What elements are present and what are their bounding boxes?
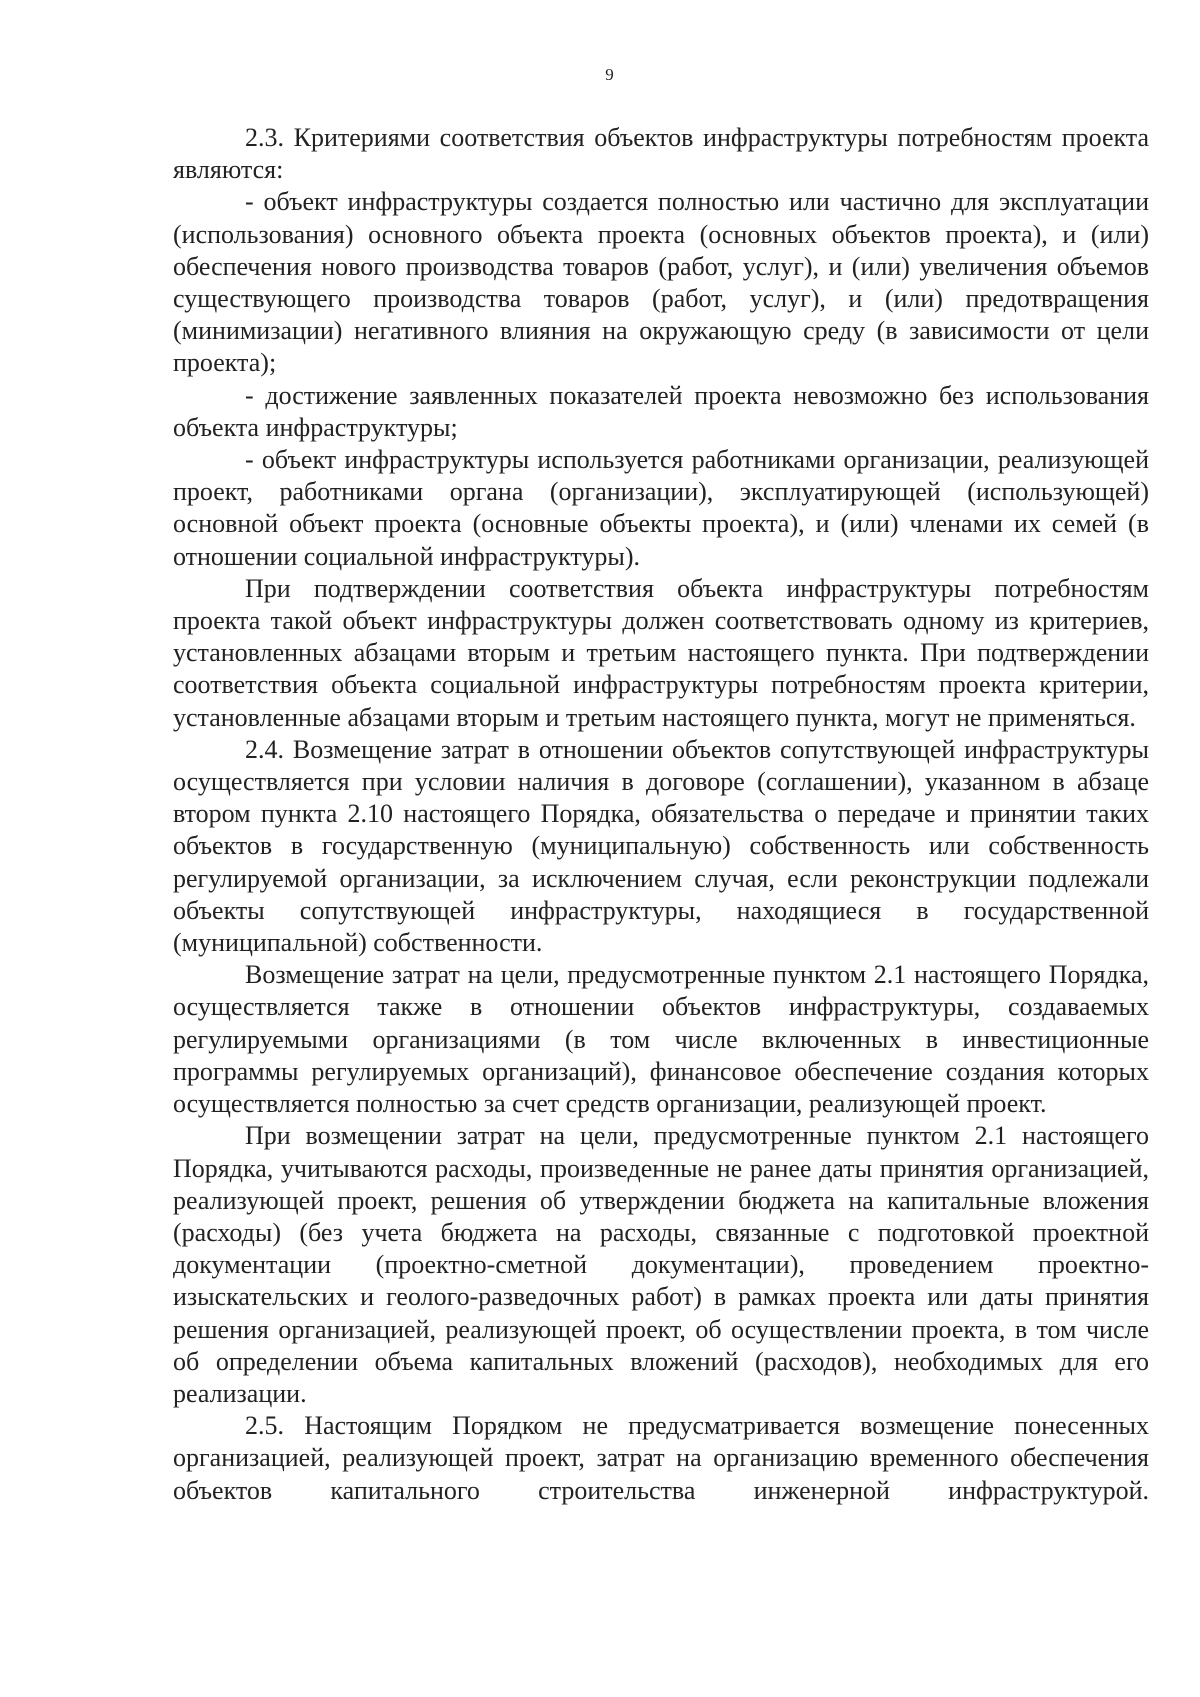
paragraph-criterion-3: - объект инфраструктуры используется работниками организации, реализующей проект, работниками органа (организации), эксплуатирующей (использующей) основной объект проекта (основные объекты проекта), и (или) членами их семей (в отношении социальной инфраструктуры). — [173, 445, 1149, 571]
paragraph-2-3-heading: 2.3. Критериями соответствия объектов инфраструктуры потребностям проекта являются: — [173, 123, 1149, 185]
document-body — [173, 122, 1149, 1507]
paragraph-2-4: 2.4. Возмещение затрат в отношении объектов сопутствующей инфраструктуры осуществляется при условии наличия в договоре (соглашении), указанном в абзаце втором пункта 2.10 настоящего Порядка, обязательства о передаче и принятии таких объектов в государственную (муниципальную) собственность или собственность регулируемой организации, за исключением случая, если реконструкции подлежали объекты сопутствующей инфраструктуры, находящиеся в государственной (муниципальной) собственности. — [173, 734, 1149, 958]
paragraph-criterion-2: - достижение заявленных показателей проекта невозможно без использования объекта инфраструктуры; — [173, 380, 1149, 442]
paragraph-reimbursement-expenses: При возмещении затрат на цели, предусмотренные пунктом 2.1 настоящего Порядка, учитываются расходы, произведенные не ранее даты принятия организацией, реализующей проект, решения об утверждении бюджета на капитальные вложения (расходы) (без учета бюджета на расходы, связанные с подготовкой проектной документации (проектно-сметной документации), проведением проектно-изыскательских и геолого-разведочных работ) в рамках проекта или даты принятия решения организацией, реализующей проект, об осуществлении проекта, в том числе об определении объема капитальных вложений (расходов), необходимых для его реализации. — [173, 1121, 1149, 1408]
paragraph-confirmation: При подтверждении соответствия объекта инфраструктуры потребностям проекта такой объект инфраструктуры должен соответствовать одному из критериев, установленных абзацами вторым и третьим настоящего пункта. При подтверждении соответствия объекта социальной инфраструктуры потребностям проекта критерии, установленные абзацами вторым и третьим настоящего пункта, могут не применяться. — [173, 573, 1149, 732]
paragraph-2-5: 2.5. Настоящим Порядком не предусматривается возмещение понесенных организацией, реализующей проект, затрат на организацию временного обеспечения объектов капитального строительства инженерной инфраструктурой. — [173, 1411, 1149, 1505]
page-number: 9 — [605, 65, 614, 84]
paragraph-reimbursement-regulated: Возмещение затрат на цели, предусмотренные пунктом 2.1 настоящего Порядка, осуществляется также в отношении объектов инфраструктуры, создаваемых регулируемыми организациями (в том числе включенных в инвестиционные программы регулируемых организаций), финансовое обеспечение создания которых осуществляется полностью за счет средств организации, реализующей проект. — [173, 960, 1149, 1119]
paragraph-criterion-1: - объект инфраструктуры создается полностью или частично для эксплуатации (использования) основного объекта проекта (основных объектов проекта), и (или) обеспечения нового производства товаров (работ, услуг), и (или) увеличения объемов существующего производства товаров (работ, услуг), и (или) предотвращения (минимизации) негативного влияния на окружающую среду (в зависимости от цели проекта); — [173, 187, 1149, 378]
